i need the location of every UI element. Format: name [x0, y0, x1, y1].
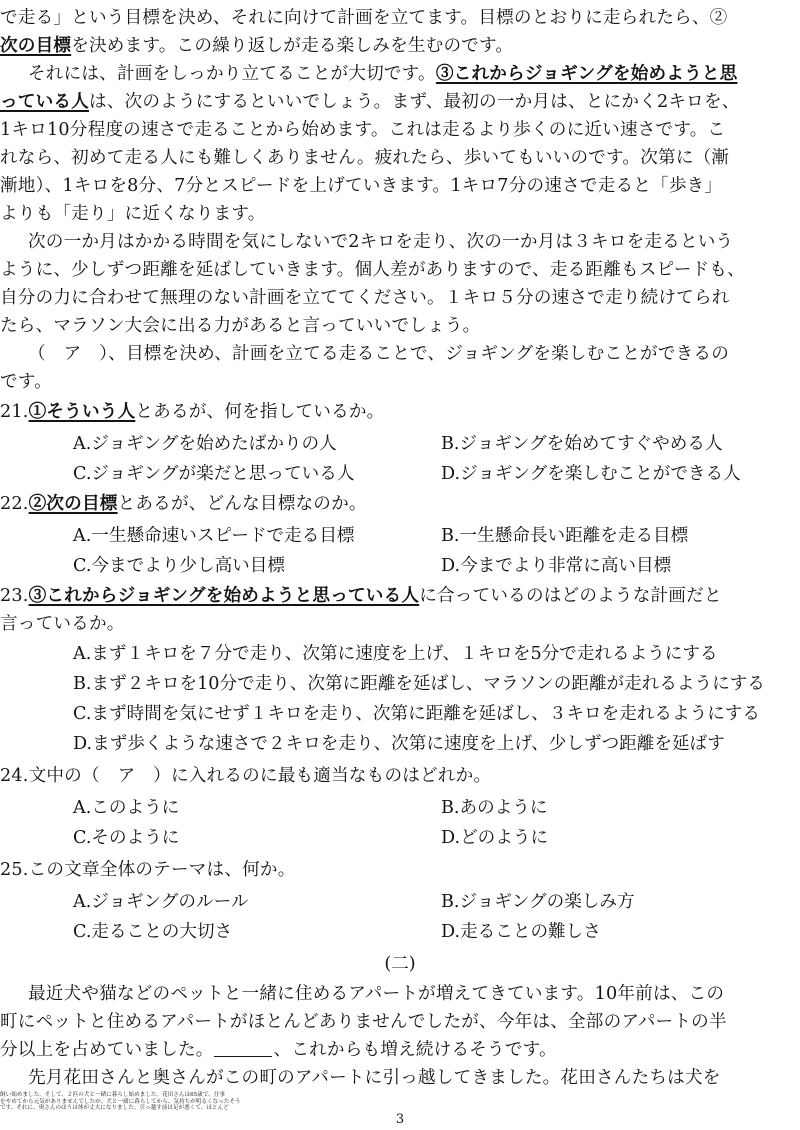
- answer-option[interactable]: D.走ることの難しさ: [441, 922, 601, 942]
- passage-line: をやめてから元気がありませんでしたが、犬と一緒に暮らしてから、気持ちが明るくなったそう: [0, 1098, 241, 1105]
- passage-line: ように、少しずつ距離を延ばしていきます。個人差がありますので、走る距離もスピードも、: [0, 260, 745, 280]
- passage-line: 1キロ10分程度の速さで走ることから始めます。これは走るより歩くのに近い速さです。こ: [0, 120, 726, 140]
- section-heading: (二): [384, 954, 416, 974]
- passage-line: よりも「走り」に近くなります。: [0, 204, 266, 224]
- answer-option[interactable]: D.どのように: [441, 828, 549, 848]
- page-number: 3: [395, 1112, 405, 1127]
- answer-option[interactable]: B.ジョギングの楽しみ方: [441, 892, 635, 912]
- answer-option[interactable]: A.ジョギングを始めたばかりの人: [73, 434, 337, 454]
- answer-option[interactable]: C.今までより少し高い目標: [73, 556, 285, 576]
- passage-line: 分以上を占めていました。 、これからも増え続けるそうです。: [0, 1040, 557, 1060]
- answer-option[interactable]: D.ジョギングを楽しむことができる人: [441, 464, 741, 484]
- answer-option[interactable]: A.このように: [73, 798, 180, 818]
- answer-option[interactable]: C.まず時間を気にせず１キロを走り、次第に距離を延ばし、３キロを走れるようにする: [73, 704, 760, 724]
- question-22-stem: 22.②次の目標とあるが、どんな目標なのか。: [0, 493, 367, 514]
- passage-line: 漸地）、1キロを8分、7分とスピードを上げていきます。1キロ7分の速さで走ると「歩き」: [0, 176, 723, 196]
- question-21-stem: 21.①そういう人とあるが、何を指しているか。: [0, 401, 385, 422]
- answer-option[interactable]: A.ジョギングのルール: [73, 892, 249, 912]
- answer-option[interactable]: C.そのように: [73, 828, 180, 848]
- passage-line: っている人は、次のようにするといいでしょう。まず、最初の一か月は、とにかく2キロを、: [0, 91, 740, 112]
- passage-line: です。それに、奥さんのほうは体が丈夫になりました。引っ越す前は足が悪くて、ほとんど: [0, 1105, 229, 1112]
- passage-line: 飼い始めました。そして、２匹の犬と一緒に暮らし始めました。花田さんは65歳で、仕事: [0, 1092, 226, 1098]
- answer-option[interactable]: D.今までより非常に高い目標: [441, 556, 672, 576]
- passage-line: 次の目標を決めます。この繰り返しが走る楽しみを生むのです。: [0, 35, 514, 56]
- passage-line: それには、計画をしっかり立てることが大切です。③これからジョギングを始めようと思: [28, 63, 738, 84]
- underlined-beginner-b: っている人: [0, 91, 89, 112]
- answer-option[interactable]: C.ジョギングが楽だと思っている人: [73, 464, 355, 484]
- question-23-stem-cont: 言っているか。: [0, 614, 125, 634]
- passage-line: 自分の力に合わせて無理のない計画を立ててください。１キロ５分の速さで走り続けてられ: [0, 288, 730, 308]
- fill-in-blank[interactable]: [214, 1038, 272, 1057]
- passage-line: たら、マラソン大会に出る力があると言っていいでしょう。: [0, 316, 481, 336]
- question-24-stem: 24.文中の（ ア ）に入れるのに最も適当なものはどれか。: [0, 766, 492, 786]
- answer-option[interactable]: D.まず歩くような速さで２キロを走り、次第に速度を上げ、少しずつ距離を延ばす: [73, 734, 725, 754]
- answer-option[interactable]: B.まず２キロを10分で走り、次第に距離を延ばし、マラソンの距離が走れるようにする: [73, 674, 765, 694]
- answer-option[interactable]: A.まず１キロを７分で走り、次第に速度を上げ、１キロを5分で走れるようにする: [73, 644, 718, 664]
- answer-option[interactable]: B.ジョギングを始めてすぐやめる人: [441, 434, 723, 454]
- passage-line: 最近犬や猫などのペットと一緒に住めるアパートが増えてきています。10年前は、この: [28, 984, 725, 1004]
- passage-line: 町にペットと住めるアパートがほとんどありませんでしたが、今年は、全部のアパートの半: [0, 1012, 727, 1032]
- passage-line: れなら、初めて走る人にも難しくありません。疲れたら、歩いてもいいのです。次第に（漸: [0, 148, 730, 168]
- passage-line: 先月花田さんと奥さんがこの町のアパートに引っ越してきました。花田さんたちは犬を: [28, 1068, 721, 1088]
- question-23-stem: 23.③これからジョギングを始めようと思っている人に合っているのはどのような計画だと: [0, 585, 722, 606]
- answer-option[interactable]: A.一生懸命速いスピードで走る目標: [73, 526, 355, 546]
- passage-line: （ ア ）、目標を決め、計画を立てる走ることで、ジョギングを楽しむことができるの: [28, 344, 730, 364]
- passage-line: で走る」という目標を決め、それに向けて計画を立てます。目標のとおりに走られたら、②: [0, 8, 728, 28]
- answer-option[interactable]: B.あのように: [441, 798, 548, 818]
- question-25-stem: 25.この文章全体のテーマは、何か。: [0, 860, 296, 880]
- underlined-next-goal: 次の目標: [0, 35, 72, 56]
- answer-option[interactable]: C.走ることの大切さ: [73, 922, 233, 942]
- underlined-beginner-a: ③これからジョギングを始めようと思: [435, 63, 738, 84]
- answer-option[interactable]: B.一生懸命長い距離を走る目標: [441, 526, 689, 546]
- passage-tail: [0, 1092, 800, 1112]
- passage-line: です。: [0, 372, 52, 392]
- passage-line: 次の一か月はかかる時間を気にしないで2キロを走り、次の一か月は３キロを走るという: [28, 232, 734, 252]
